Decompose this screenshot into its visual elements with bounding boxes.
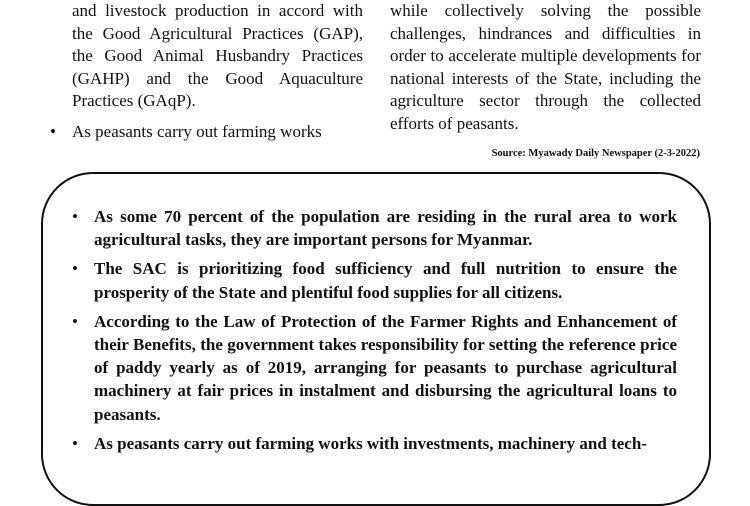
- right-column-continuation: while collectively solving the possible challenges, hindrances and difficulties in order to accelerate multiple developments for national interests of the State, including the agriculture sector through the collected efforts of peasants.: [390, 1, 701, 133]
- left-column-continuation: and livestock production in accord with the Good Agricultural Practices (GAP), the Good Animal Husbandry Practices (GAHP) and the Good Aquaculture Practices (GAqP).: [72, 1, 363, 110]
- bullet-icon: •: [72, 259, 78, 279]
- list-item-text: As peasants carry out farming works with investments, machinery and tech-: [94, 433, 647, 453]
- bullet-icon: •: [50, 121, 56, 141]
- list-item: [72, 432, 677, 455]
- list-item: [72, 257, 677, 303]
- left-column-bullet-text: As peasants carry out farming works: [72, 121, 322, 141]
- bullet-icon: •: [72, 311, 78, 331]
- bullet-icon: •: [72, 207, 78, 226]
- list-item-text: The SAC is prioritizing food sufficiency and full nutrition to ensure the prosperity of the State and plentiful food supplies for all citizens.: [94, 259, 677, 302]
- source-credit: Source: Myawady Daily Newspaper (2-3-2022): [491, 148, 700, 159]
- left-column-bullet: [50, 121, 363, 144]
- list-item-text: According to the Law of Protection of the Farmer Rights and Enhancement of their Benefits, the government takes responsibility for setting the reference price of paddy yearly as of 2019, arranging for peasants to purchase agricultural machinery at fair prices in instalment and disbursing the agricultural loans to peasants.: [94, 311, 677, 424]
- list-item-text: As some 70 percent of the population are residing in the rural area to work agricultural tasks, they are important persons for Myanmar.: [94, 207, 677, 250]
- right-column: [390, 0, 701, 135]
- list-item: [72, 205, 677, 251]
- highlight-box-list: [72, 205, 677, 461]
- bullet-icon: •: [72, 433, 78, 453]
- left-column: [50, 0, 363, 143]
- list-item: [72, 310, 677, 426]
